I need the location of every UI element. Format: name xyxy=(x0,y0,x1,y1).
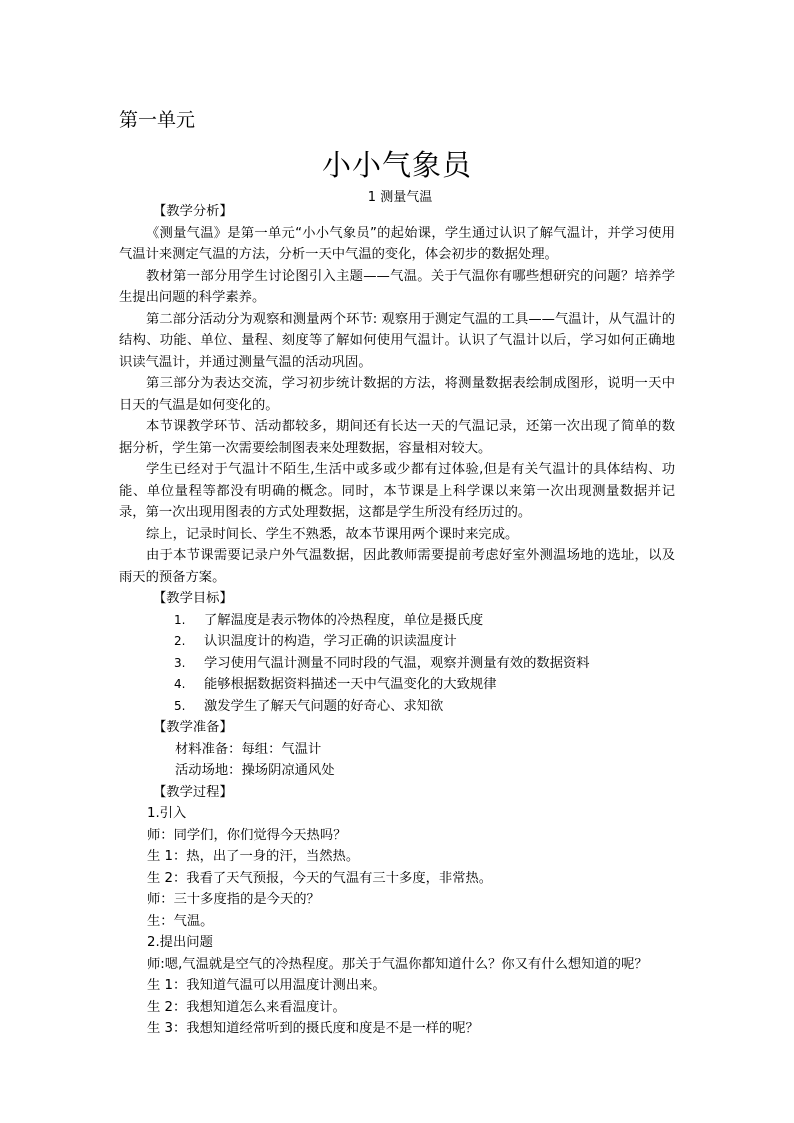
analysis-paragraph: 由于本节课需要记录户外气温数据，因此教师需要提前考虑好室外测温场地的选址，以及雨天的预备方案。 xyxy=(119,548,675,585)
process-line: 2.提出问题 xyxy=(147,935,213,950)
process-line: 师：三十多度指的是今天的？ xyxy=(147,892,320,907)
list-text: 学习使用气温计测量不同时段的气温，观察并测量有效的数据资料 xyxy=(204,655,590,671)
process-line: 生 3：我想知道经常听到的摄氏度和度是不是一样的呢？ xyxy=(147,1021,479,1036)
document-body xyxy=(119,201,675,1040)
list-number: 2. xyxy=(174,634,186,648)
list-number: 1. xyxy=(174,612,186,627)
analysis-paragraph: 第三部分为表达交流，学习初步统计数据的方法，将测量数据表绘制成图形，说明一天中日天的气温是如何变化的。 xyxy=(119,376,675,413)
list-text: 认识温度计的构造，学习正确的识读温度计 xyxy=(204,634,457,649)
list-number: 5. xyxy=(174,698,186,713)
analysis-paragraph: 学生已经对于气温计不陌生,生活中或多或少都有过体验,但是有关气温计的具体结构、功能、单位量程等都没有明确的概念。同时，本节课是上科学课以来第一次出现测量数据并记录，第一次出现用图表的方式处理数据，这都是学生所没有经历过的。 xyxy=(119,462,675,520)
unit-label: 第一单元 xyxy=(119,109,196,131)
analysis-paragraph: 第二部分活动分为观察和测量两个环节: 观察用于测定气温的工具——气温计，从气温计的结构、功能、单位、量程、刻度等了解如何使用气温计。认识了气温计以后，学习如何正确地识读气温计，并通过测量气温的活动巩固。 xyxy=(119,311,675,370)
list-text: 了解温度是表示物体的冷热程度，单位是摄氏度 xyxy=(204,612,484,628)
section-heading-analysis: 【教学分析】 xyxy=(153,204,233,219)
list-text: 激发学生了解天气问题的好奇心、求知欲 xyxy=(204,698,444,714)
analysis-paragraph: 本节课教学环节、活动都较多，期间还有长达一天的气温记录，还第一次出现了简单的数据分析，学生第一次需要绘制图表来处理数据，容量相对较大。 xyxy=(119,419,675,456)
analysis-paragraph: 教材第一部分用学生讨论图引入主题——气温。关于气温你有哪些想研究的问题？培养学生提出问题的科学素养。 xyxy=(119,268,675,305)
list-item xyxy=(119,674,675,696)
process-line: 师：同学们，你们觉得今天热吗？ xyxy=(147,827,347,843)
process-line: 生：气温。 xyxy=(147,913,214,929)
process-line: 生 1：热，出了一身的汗，当然热。 xyxy=(147,849,360,864)
section-heading-prep: 【教学准备】 xyxy=(153,720,233,735)
list-text: 能够根据数据资料描述一天中气温变化的大致规律 xyxy=(204,677,497,692)
process-line: 师:嗯,气温就是空气的冷热程度。那关于气温你都知道什么？你又有什么想知道的呢？ xyxy=(147,956,648,972)
list-item xyxy=(119,610,675,632)
analysis-paragraph: 《测量气温》是第一单元“小小气象员”的起始课，学生通过认识了解气温计，并学习使用气温计来测定气温的方法，分析一天中气温的变化，体会初步的数据处理。 xyxy=(119,225,675,262)
section-heading-process: 【教学过程】 xyxy=(153,784,233,800)
lesson-subtitle: 1 测量气温 xyxy=(367,190,433,205)
process-line: 生 1：我知道气温可以用温度计测出来。 xyxy=(147,978,386,993)
list-item xyxy=(119,631,675,653)
prep-line: 活动场地：操场阴凉通风处 xyxy=(175,763,335,778)
goals-list xyxy=(119,610,675,718)
list-item xyxy=(119,653,675,675)
process-line: 生 2：我想知道怎么来看温度计。 xyxy=(147,999,346,1015)
section-heading-goals: 【教学目标】 xyxy=(153,591,233,606)
list-item xyxy=(119,696,675,718)
list-number: 4. xyxy=(174,677,186,691)
list-number: 3. xyxy=(174,655,186,670)
process-line: 生 2：我看了天气预报，今天的气温有三十多度，非常热。 xyxy=(147,870,493,886)
process-line: 1.引入 xyxy=(147,806,187,821)
page-title: 小小气象员 xyxy=(321,148,472,182)
analysis-paragraph: 综上，记录时间长、学生不熟悉，故本节课用两个课时来完成。 xyxy=(146,526,519,542)
prep-line: 材料准备：每组：气温计 xyxy=(175,741,322,757)
